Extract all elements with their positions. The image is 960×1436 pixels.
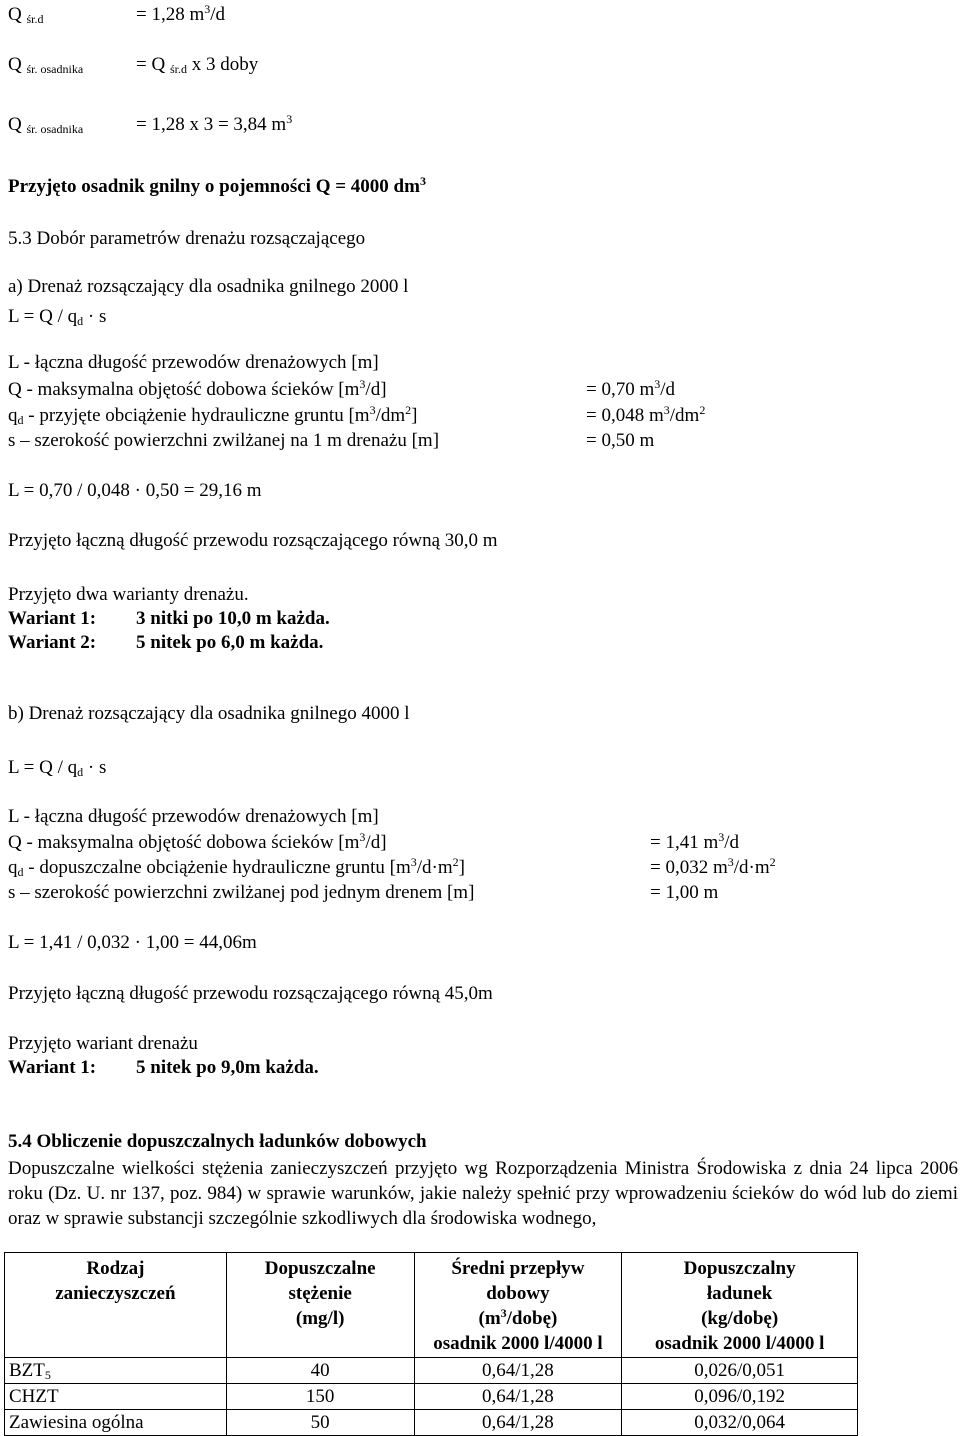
text: stężenie [288, 1283, 352, 1304]
cell-pollutant [5, 1410, 227, 1436]
text: q [8, 405, 18, 426]
value: = Q [136, 54, 166, 75]
cell-flow [414, 1384, 622, 1410]
superscript: 2 [699, 403, 706, 417]
symbol: Q [8, 4, 22, 25]
cell-load [622, 1384, 858, 1410]
text: Wariant 1: [8, 1057, 97, 1078]
text: = 0,032 m [650, 857, 728, 878]
variant-2-label [8, 632, 96, 654]
line-q-sr-osadnika-2 [8, 114, 83, 136]
text: /d] [365, 379, 387, 400]
symbol: Q [8, 54, 22, 75]
subscript: d [77, 314, 84, 328]
def-L [8, 352, 379, 374]
variant-2-text [136, 632, 323, 654]
text: dobowy [486, 1283, 550, 1304]
text: Wariant 2: [8, 632, 97, 653]
text: zanieczyszczeń [55, 1283, 176, 1304]
text: Wariant 1: [8, 608, 97, 629]
superscript: 3 [654, 377, 661, 391]
text: Dopuszczalne wielkości stężenia zanieczyszczeń przyjęto wg Rozporządzenia Ministra Środowiska z dnia 24 lipca 2006 roku (Dz. U. nr 137, poz. 984) w sprawie warunków, jakie należy spełnić przy wprowadzeniu ścieków do wód lub do ziemi oraz w sprawie substancji szczególnie szkodliwych dla środowiska wodnego, [8, 1158, 958, 1229]
text: - dopuszczalne obciążenie hydrauliczne gruntu [m [23, 857, 411, 878]
text: Przyjęto łączną długość przewodu rozsączającego równą 45,0m [8, 983, 493, 1004]
val-q [586, 405, 705, 427]
cell-flow [414, 1410, 622, 1436]
calc-b [8, 932, 257, 954]
subscript: d [77, 765, 84, 779]
subscript: śr. osadnika [26, 122, 84, 136]
val-s-b [650, 882, 718, 904]
table-row [5, 1358, 858, 1384]
table-row [5, 1410, 858, 1436]
text: /d] [365, 832, 387, 853]
text: 40 [310, 1360, 330, 1381]
text: 5.3 Dobór parametrów drenażu rozsączającego [8, 228, 366, 249]
value: x 3 doby [191, 54, 259, 75]
text: · s [83, 757, 107, 778]
accepted-length-a [8, 530, 498, 552]
text: L = Q / q [8, 306, 78, 327]
text: = 0,50 m [586, 430, 655, 451]
header-pollutant [5, 1253, 227, 1358]
value-q-sr-osadnika-2 [136, 114, 292, 136]
text: 0,026/0,051 [694, 1360, 786, 1381]
def-L-b [8, 806, 379, 828]
text: L - łączna długość przewodów drenażowych [m] [8, 352, 379, 373]
superscript: 3 [359, 377, 366, 391]
cell-pollutant [5, 1358, 227, 1384]
text: · s [83, 306, 107, 327]
text: 3 nitki po 10,0 m każda. [136, 608, 330, 629]
variant-1-text-b [136, 1057, 319, 1079]
def-q [8, 405, 417, 427]
symbol: Q [8, 114, 22, 135]
superscript: 3 [500, 1306, 507, 1320]
text: BZT [9, 1360, 45, 1381]
text: Rodzaj [86, 1258, 145, 1279]
superscript: 2 [769, 855, 776, 869]
superscript: 3 [410, 855, 417, 869]
line-q-sr-d [8, 4, 44, 26]
superscript: 3 [286, 112, 293, 126]
text: 0,64/1,28 [482, 1360, 554, 1381]
superscript: 3 [204, 2, 211, 16]
def-s-b [8, 882, 474, 904]
superscript: 3 [727, 855, 734, 869]
val-s [586, 430, 654, 452]
cell-concentration [226, 1358, 414, 1384]
text: 0,64/1,28 [482, 1386, 554, 1407]
text: a) Drenaż rozsączający dla osadnika gnilnego 2000 l [8, 276, 409, 297]
text: (kg/dobę) [701, 1308, 779, 1329]
text: 150 [305, 1386, 335, 1407]
text: - przyjęte obciążenie hydrauliczne gruntu [m [23, 405, 370, 426]
cell-flow [414, 1358, 622, 1384]
subscript: śr.d [26, 12, 44, 26]
text: Q - maksymalna objętość dobowa ścieków [m [8, 832, 360, 853]
subscript: śr. osadnika [26, 62, 84, 76]
text: Dopuszczalny [683, 1258, 796, 1279]
text: Średni przepływ [451, 1258, 585, 1279]
superscript: 2 [452, 855, 459, 869]
cell-concentration [226, 1384, 414, 1410]
def-s [8, 430, 439, 452]
variant-intro-b [8, 1033, 198, 1055]
text: = 1,00 m [650, 882, 719, 903]
val-q-b [650, 857, 776, 879]
text: s – szerokość powierzchni zwilżanej na 1 m drenażu [m] [8, 430, 440, 451]
text: 5.4 Obliczenie dopuszczalnych ładunków dobowych [8, 1131, 427, 1152]
text: ] [458, 857, 465, 878]
paragraph-5-4 [8, 1156, 958, 1231]
text: b) Drenaż rozsączający dla osadnika gnilnego 4000 l [8, 703, 410, 724]
text: Zawiesina ogólna [9, 1412, 144, 1433]
text: /dm [375, 405, 406, 426]
text: q [8, 857, 18, 878]
variant-1-label-b [8, 1057, 96, 1079]
cell-concentration [226, 1410, 414, 1436]
text: 0,64/1,28 [482, 1412, 554, 1433]
subscript: 5 [44, 1368, 51, 1382]
text: 0,096/0,192 [694, 1386, 786, 1407]
cell-load [622, 1358, 858, 1384]
text: Przyjęto dwa warianty drenażu. [8, 584, 249, 605]
formula-a [8, 306, 106, 328]
text: /d [724, 832, 740, 853]
loads-table [4, 1252, 858, 1436]
header-load [622, 1253, 858, 1358]
def-Q [8, 379, 387, 401]
calc-a [8, 480, 261, 502]
val-Q [586, 379, 675, 401]
text: 5 nitek po 6,0 m każda. [136, 632, 324, 653]
text: L = 0,70 / 0,048 · 0,50 = 29,16 m [8, 480, 262, 501]
text: ] [411, 405, 418, 426]
text: Przyjęto łączną długość przewodu rozsączającego równą 30,0 m [8, 530, 498, 551]
text: Przyjęto osadnik gnilny o pojemności Q = 4000 dm [8, 176, 420, 197]
subsection-a-title [8, 276, 408, 298]
def-Q-b [8, 832, 387, 854]
superscript: 3 [718, 830, 725, 844]
text: Dopuszczalne [264, 1258, 376, 1279]
superscript: 3 [663, 403, 670, 417]
text: L - łączna długość przewodów drenażowych [m] [8, 806, 379, 827]
section-heading-5-3 [8, 228, 365, 250]
table-row [5, 1384, 858, 1410]
value: = 1,28 m [136, 4, 205, 25]
header-concentration [226, 1253, 414, 1358]
table-header-row [5, 1253, 858, 1358]
cell-load [622, 1410, 858, 1436]
text: ładunek [706, 1283, 773, 1304]
value: = 1,28 x 3 = 3,84 m [136, 114, 287, 135]
text: L = Q / q [8, 757, 78, 778]
text: /d [660, 379, 676, 400]
text: 50 [310, 1412, 330, 1433]
text: = 1,41 m [650, 832, 719, 853]
subscript: d [17, 865, 24, 879]
text: /dm [669, 405, 700, 426]
text: s – szerokość powierzchni zwilżanej pod jednym drenem [m] [8, 882, 475, 903]
line-q-sr-osadnika-1 [8, 54, 83, 76]
variants-intro [8, 584, 249, 606]
superscript: 3 [419, 174, 426, 188]
text: CHZT [9, 1386, 59, 1407]
text: (mg/l) [295, 1308, 345, 1329]
text: (m [478, 1308, 501, 1329]
text: /d·m [733, 857, 770, 878]
text: 0,032/0,064 [694, 1412, 786, 1433]
text: 5 nitek po 9,0m każda. [136, 1057, 319, 1078]
superscript: 3 [369, 403, 376, 417]
value-q-sr-d [136, 4, 225, 26]
text: = 0,048 m [586, 405, 664, 426]
value-q-sr-osadnika-1 [136, 54, 258, 76]
val-Q-b [650, 832, 739, 854]
subsection-b-title [8, 703, 409, 725]
formula-b [8, 757, 106, 779]
superscript: 3 [359, 830, 366, 844]
text: osadnik 2000 l/4000 l [654, 1333, 825, 1354]
header-flow [414, 1253, 622, 1358]
def-q-b [8, 857, 465, 879]
variant-1-text [136, 608, 330, 630]
text: /d·m [416, 857, 453, 878]
text: L = 1,41 / 0,032 · 1,00 = 44,06m [8, 932, 257, 953]
text: osadnik 2000 l/4000 l [433, 1333, 603, 1354]
text: = 0,70 m [586, 379, 655, 400]
text: Przyjęto wariant drenażu [8, 1033, 198, 1054]
text: /dobę) [506, 1308, 558, 1329]
unit: /d [210, 4, 226, 25]
section-heading-5-4 [8, 1131, 427, 1153]
text: Q - maksymalna objętość dobowa ścieków [m [8, 379, 360, 400]
variant-1-label [8, 608, 96, 630]
cell-pollutant [5, 1384, 227, 1410]
subscript: śr.d [169, 62, 187, 76]
accepted-tank [8, 176, 426, 198]
superscript: 2 [405, 403, 412, 417]
subscript: d [17, 413, 24, 427]
accepted-length-b [8, 983, 493, 1005]
